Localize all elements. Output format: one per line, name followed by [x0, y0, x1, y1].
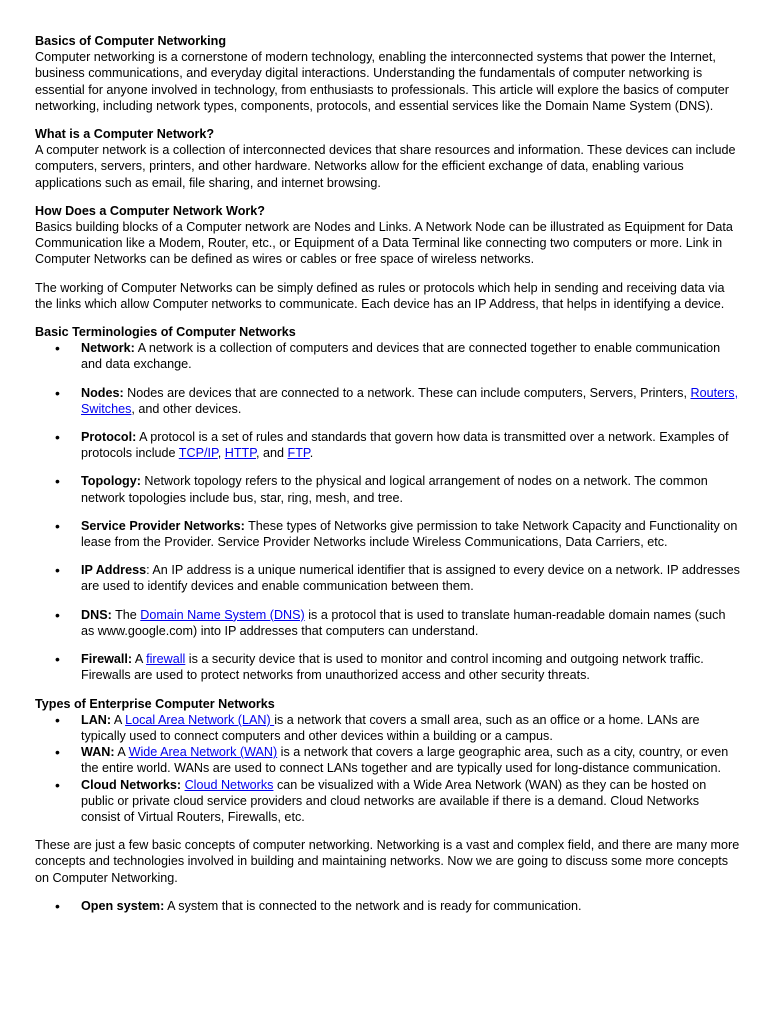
term-text: is a network that covers a large geographic area, such as a city, country, or even the entire world. WANs are used to connect LANs together and are typically used for long-distance communication. [81, 745, 729, 776]
separator: . [309, 446, 314, 461]
how-works-paragraph: Basics building blocks of a Computer network are Nodes and Links. A Network Node can be illustrated as Equipment for Data Communication like a Modem, Router, etc., or Equipment of a Data Terminal like connecting two computers or more. Link in Computer Networks can be defined as wires or cables or free space of wireless networks. [35, 220, 733, 267]
list-item-nodes [35, 385, 740, 417]
document-title: Basics of Computer Networking [35, 34, 227, 48]
list-item-dns [35, 607, 740, 639]
list-item-lan [35, 712, 740, 744]
term-text: A protocol is a set of rules and standards that govern how data is transmitted over a network. Examples of protocols include [81, 430, 729, 461]
term-text: A system that is connected to the network and is ready for communication. [164, 898, 582, 913]
term-label: Firewall: [81, 652, 133, 667]
term-text: : An IP address is a unique numerical identifier that is assigned to every device on a network. IP addresses are used to identify devices and enable communication between them. [81, 563, 740, 594]
intro-paragraph: Computer networking is a cornerstone of modern technology, enabling the interconnected systems that power the Internet, business communications, and everyday digital interactions. Understanding the fundamentals of computer networking is essential for anyone involved in technology, from enthusiasts to professionals. This article will explore the basics of computer networking, including network types, components, protocols, and essential services like the Domain Name System (DNS). [35, 50, 729, 113]
wan-link[interactable]: Wide Area Network (WAN) [128, 745, 278, 760]
term-text: A [111, 712, 126, 727]
document-body [35, 33, 740, 914]
list-item-ip-address [35, 562, 740, 594]
switches-link[interactable]: Switches [81, 401, 132, 416]
term-label: Open system: [81, 898, 165, 913]
dns-link[interactable]: Domain Name System (DNS) [140, 607, 305, 622]
tcpip-link[interactable]: TCP/IP [178, 446, 218, 461]
list-item-wan [35, 744, 740, 776]
section-heading-how-works: How Does a Computer Network Work? [35, 203, 265, 218]
cloud-networks-link[interactable]: Cloud Networks [184, 777, 274, 792]
term-text: , and other devices. [131, 401, 242, 416]
http-link[interactable]: HTTP [224, 446, 257, 461]
separator: , [217, 446, 225, 461]
term-label: Cloud Networks: [81, 777, 182, 792]
routers-link[interactable]: Routers, [690, 385, 739, 400]
firewall-link[interactable]: firewall [146, 652, 186, 667]
list-item-firewall [35, 651, 740, 683]
term-label: DNS: [81, 607, 112, 622]
list-item-topology [35, 473, 740, 505]
section-heading-enterprise-types: Types of Enterprise Computer Networks [35, 696, 275, 711]
term-label: Service Provider Networks: [81, 518, 245, 533]
term-label: IP Address [81, 563, 147, 578]
term-text: is a protocol that is used to translate human-readable domain names (such as www.google.com) into IP addresses that computers can understand. [81, 607, 726, 638]
term-label: WAN: [81, 745, 115, 760]
term-text: Nodes are devices that are connected to a network. These can include computers, Servers, Printers, [123, 385, 691, 400]
list-item-service-provider [35, 518, 740, 550]
list-item-network [35, 340, 740, 372]
terminologies-list [35, 340, 740, 683]
term-text: is a network that covers a small area, such as an office or a home. LANs are typically used to connect computers and other devices within a building or a campus. [81, 712, 700, 743]
how-works-paragraph-2: The working of Computer Networks can be simply defined as rules or protocols which help in sending and receiving data via the links which allow Computer networks to communicate. Each device has an IP Address, that helps in identifying a device. [35, 280, 725, 311]
term-text: is a security device that is used to monitor and control incoming and outgoing network traffic. Firewalls are used to protect networks from unauthorized access and other security threats. [81, 652, 704, 683]
term-text: Network topology refers to the physical and logical arrangement of nodes on a network. The common network topologies include bus, star, ring, mesh, and tree. [81, 474, 708, 505]
term-text: These types of Networks give permission to take Network Capacity and Functionality on lease from the Provider. Service Provider Networks include Wireless Communications, Data Carriers, etc. [81, 518, 738, 550]
what-is-paragraph: A computer network is a collection of interconnected devices that share resources and information. These devices can include computers, servers, printers, and other hardware. Networks allow for the efficient exchange of data, enabling various applications such as email, file sharing, and internet browsing. [35, 143, 736, 190]
term-label: Protocol: [81, 430, 137, 445]
list-item-open-system [35, 898, 740, 914]
closing-paragraph: These are just a few basic concepts of computer networking. Networking is a vast and complex field, and there are many more concepts and technologies involved in building and maintaining networks. Now we are going to discuss some more concepts on Computer Networking. [35, 838, 740, 885]
lan-link[interactable]: Local Area Network (LAN) [125, 712, 275, 727]
term-text: The [111, 607, 141, 622]
term-label: Topology: [81, 474, 141, 489]
term-label: Nodes: [81, 385, 124, 400]
enterprise-types-list [35, 712, 740, 825]
term-text: A [114, 745, 129, 760]
term-text: A [132, 652, 147, 667]
term-label: LAN: [81, 712, 112, 727]
term-label: Network: [81, 341, 135, 356]
term-text: A network is a collection of computers and devices that are connected together to enable communication and data exchange. [81, 341, 721, 372]
list-item-protocol [35, 429, 740, 461]
section-heading-terminologies: Basic Terminologies of Computer Networks [35, 325, 296, 340]
separator: , and [256, 446, 288, 461]
ftp-link[interactable]: FTP [287, 446, 310, 461]
term-text: can be visualized with a Wide Area Network (WAN) as they can be hosted on public or private cloud service providers and cloud networks are available if there is a demand. Cloud Networks consist of Virtual Routers, Firewalls, etc. [81, 777, 707, 824]
list-item-cloud-networks [35, 777, 740, 826]
section-heading-what-is: What is a Computer Network? [35, 127, 215, 142]
concepts-list [35, 898, 740, 914]
